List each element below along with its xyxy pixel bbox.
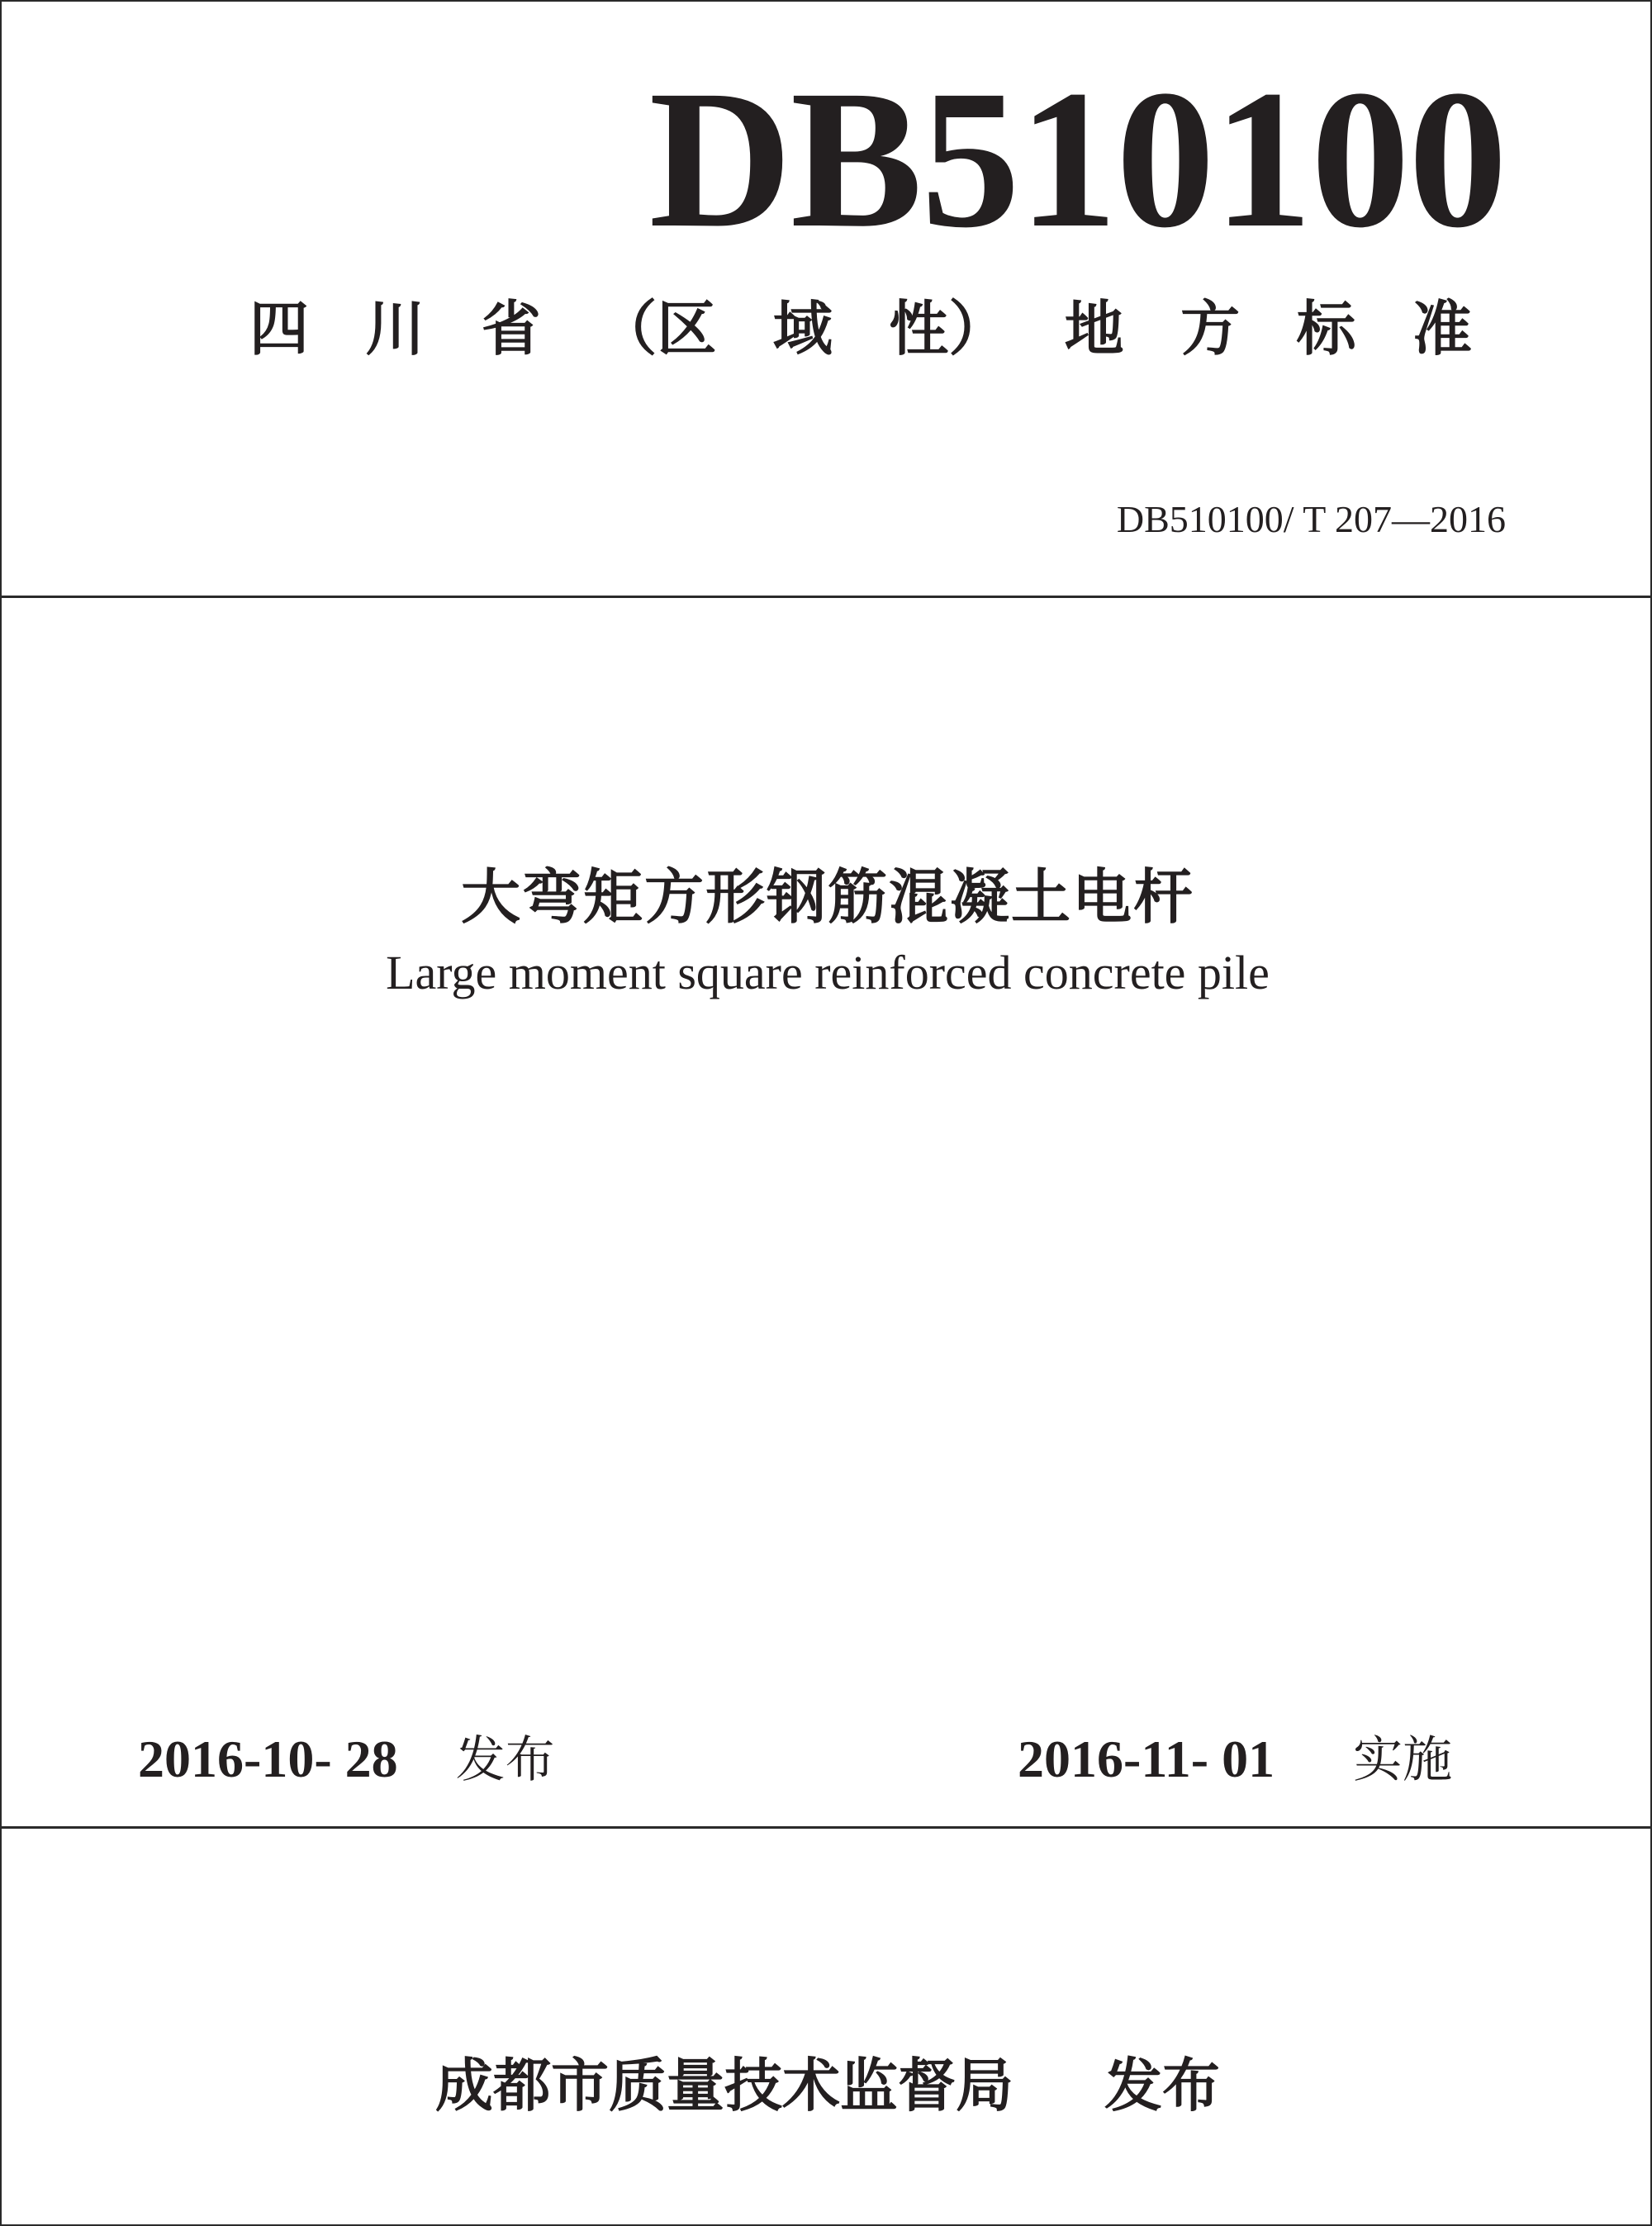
standard-type-char: 域: [772, 294, 833, 363]
standard-type-char: 四: [249, 294, 310, 363]
standard-type-char: 准: [1412, 294, 1472, 363]
standard-number: DB510100/ T 207—2016: [1116, 498, 1506, 540]
publisher-name: 成都市质量技术监督局: [435, 2052, 1014, 2119]
standard-type-char: 方: [1180, 294, 1241, 363]
issue-date-block: [138, 1730, 555, 1789]
document-title-chinese: 大弯矩方形钢筋混凝土电杆: [460, 862, 1194, 932]
top-divider: [2, 596, 1650, 598]
issue-date: 2016-10- 28: [138, 1730, 398, 1788]
standard-type-char: 川: [365, 294, 425, 363]
standard-type-char: 标: [1296, 294, 1356, 363]
implement-label: 实施: [1353, 1731, 1453, 1789]
bottom-divider: [2, 1826, 1650, 1829]
standard-type-char: （区: [597, 294, 717, 363]
publisher-line: [2, 2052, 1652, 2119]
standard-type-char: 地: [1064, 294, 1124, 363]
publisher-action: 发布: [1104, 2052, 1220, 2119]
standard-type-char: 省: [481, 294, 541, 363]
standard-type-char: 性）: [889, 294, 1009, 363]
implement-date-block: [1018, 1730, 1453, 1789]
standard-code-mark: DB510100: [648, 49, 1506, 268]
implement-date: 2016-11- 01: [1018, 1730, 1275, 1788]
document-title-english: Large moment square reinforced concrete pile: [386, 946, 1270, 999]
issue-label: 发布: [455, 1731, 555, 1789]
standard-type-heading: [249, 294, 1472, 363]
